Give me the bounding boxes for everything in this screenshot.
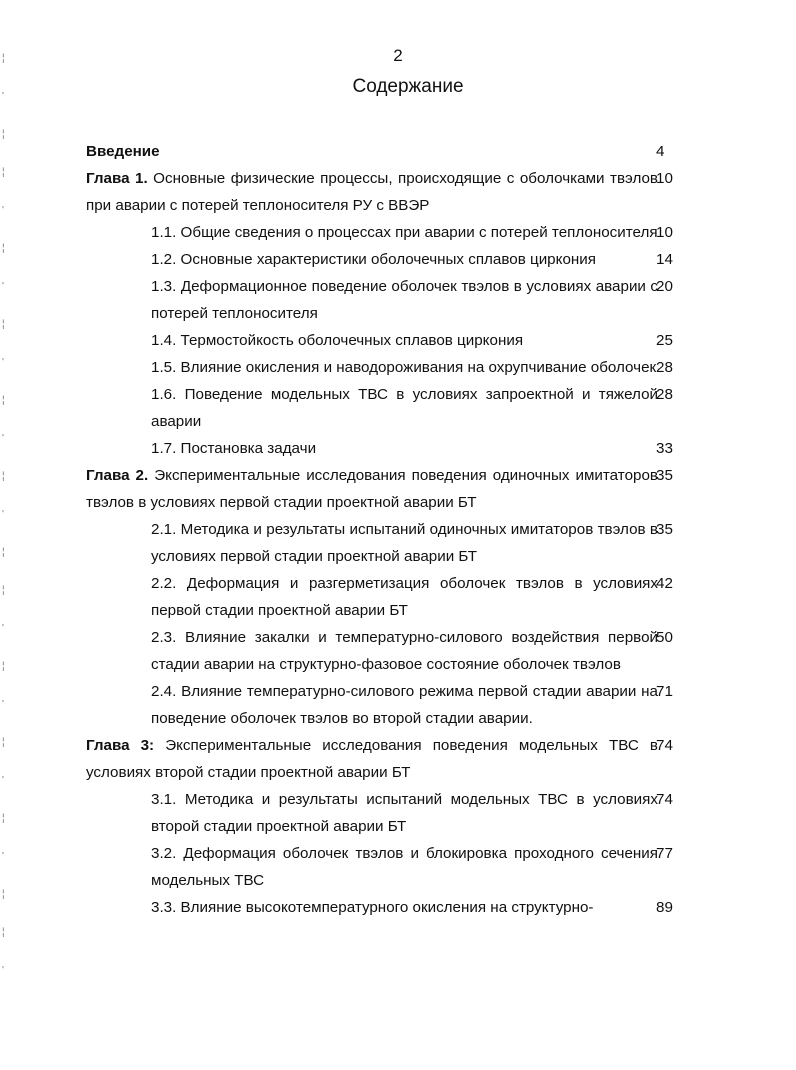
- toc-entry-page: 35: [656, 521, 673, 538]
- toc-entry: [151, 273, 706, 327]
- toc-entry-title: 1.5. Влияние окисления и наводороживания на охрупчивание оболочек: [151, 359, 657, 376]
- toc-entry-title: 1.2. Основные характеристики оболочечных сплавов циркония: [151, 251, 596, 268]
- page-title: Содержание: [352, 76, 464, 97]
- toc-entry-page: 35: [656, 467, 673, 484]
- toc-entry: [151, 894, 706, 921]
- toc-entry: [151, 381, 706, 435]
- toc-entry-title: 2.2. Деформация и разгерметизация оболочек твэлов в условиях первой стадии проектной аварии БТ: [151, 575, 658, 619]
- toc-entry-title: 3.1. Методика и результаты испытаний модельных ТВС в условиях второй стадии проектной аварии БТ: [151, 791, 658, 835]
- toc-entry-title: Основные физические процессы, происходящие с оболочками твэлов при аварии с потерей теплоносителя РУ с ВВЭР: [86, 170, 658, 214]
- toc-entry-title: 3.3. Влияние высокотемпературного окисления на структурно-: [151, 899, 594, 916]
- toc-entry-text: [86, 462, 658, 516]
- toc-entry: [151, 570, 706, 624]
- toc-entry-text: [86, 732, 658, 786]
- toc-entry: [86, 462, 706, 516]
- toc-entry-label: Введение: [86, 143, 160, 160]
- scan-margin-marks: ¦ ' ¦ ¦ ' ¦ ' ¦ ' ¦ ' ¦ ' ¦ ¦ ' ¦ ' ¦ ' ¦ ' ¦ ¦ ': [2, 53, 5, 976]
- toc-entry-page: 25: [656, 332, 673, 349]
- toc-entry-title: 2.3. Влияние закалки и температурно-силового воздействия первой стадии аварии на структурно-фазовое состояние оболочек твэлов: [151, 629, 658, 673]
- toc-entry-page: 71: [656, 683, 673, 700]
- toc-entry-title: Экспериментальные исследования поведения одиночных имитаторов твэлов в условиях первой стадии проектной аварии БТ: [86, 467, 658, 511]
- toc-entry: [86, 165, 706, 219]
- toc-entry-page: 20: [656, 278, 673, 295]
- toc-entry-label: Глава 1.: [86, 170, 148, 187]
- toc-entry-title: 1.4. Термостойкость оболочечных сплавов циркония: [151, 332, 524, 349]
- toc-entry: [151, 219, 706, 246]
- toc-entry-title: 1.3. Деформационное поведение оболочек твэлов в условиях аварии с потерей теплоносителя: [151, 278, 658, 322]
- toc-entry-text: [86, 138, 658, 165]
- toc-entry: [151, 840, 706, 894]
- toc-entry-page: 74: [656, 791, 673, 808]
- toc-entry: [151, 327, 706, 354]
- toc-entry-title: Экспериментальные исследования поведения модельных ТВС в условиях второй стадии проектной аварии БТ: [86, 737, 658, 781]
- toc-entry: [151, 354, 706, 381]
- toc-entry-page: 10: [656, 170, 673, 187]
- table-of-contents: [0, 138, 796, 921]
- toc-entry-page: 50: [656, 629, 673, 646]
- toc-entry: [86, 732, 706, 786]
- toc-entry-title: 1.7. Постановка задачи: [151, 440, 317, 457]
- toc-entry-page: 28: [656, 386, 673, 403]
- page-number: 2: [393, 46, 403, 65]
- toc-entry: [151, 624, 706, 678]
- toc-entry: [151, 246, 706, 273]
- toc-entry: [151, 516, 706, 570]
- toc-entry-page: 28: [656, 359, 673, 376]
- toc-entry-page: 33: [656, 440, 673, 457]
- toc-entry-label: Глава 2.: [86, 467, 149, 484]
- toc-entry-title: 2.1. Методика и результаты испытаний одиночных имитаторов твэлов в условиях первой стадии проектной аварии БТ: [151, 521, 658, 565]
- toc-entry-page: 74: [656, 737, 673, 754]
- toc-entry-page: 77: [656, 845, 673, 862]
- toc-entry-title: 3.2. Деформация оболочек твэлов и блокировка проходного сечения модельных ТВС: [151, 845, 658, 889]
- toc-entry-page: 4: [656, 143, 665, 160]
- toc-entry-page: 14: [656, 251, 673, 268]
- toc-entry-title: 1.1. Общие сведения о процессах при аварии с потерей теплоносителя: [151, 224, 658, 241]
- toc-entry: [151, 435, 706, 462]
- toc-entry-page: 10: [656, 224, 673, 241]
- toc-entry-text: [86, 165, 658, 219]
- toc-entry-title: 1.6. Поведение модельных ТВС в условиях запроектной и тяжелой аварии: [151, 386, 658, 430]
- toc-entry: [151, 678, 706, 732]
- toc-entry-page: 42: [656, 575, 673, 592]
- toc-entry-title: 2.4. Влияние температурно-силового режима первой стадии аварии на поведение оболочек твэлов во второй стадии аварии.: [151, 683, 658, 727]
- toc-entry: [86, 138, 706, 165]
- toc-entry-label: Глава 3:: [86, 737, 155, 754]
- toc-entry-page: 89: [656, 899, 673, 916]
- toc-entry: [151, 786, 706, 840]
